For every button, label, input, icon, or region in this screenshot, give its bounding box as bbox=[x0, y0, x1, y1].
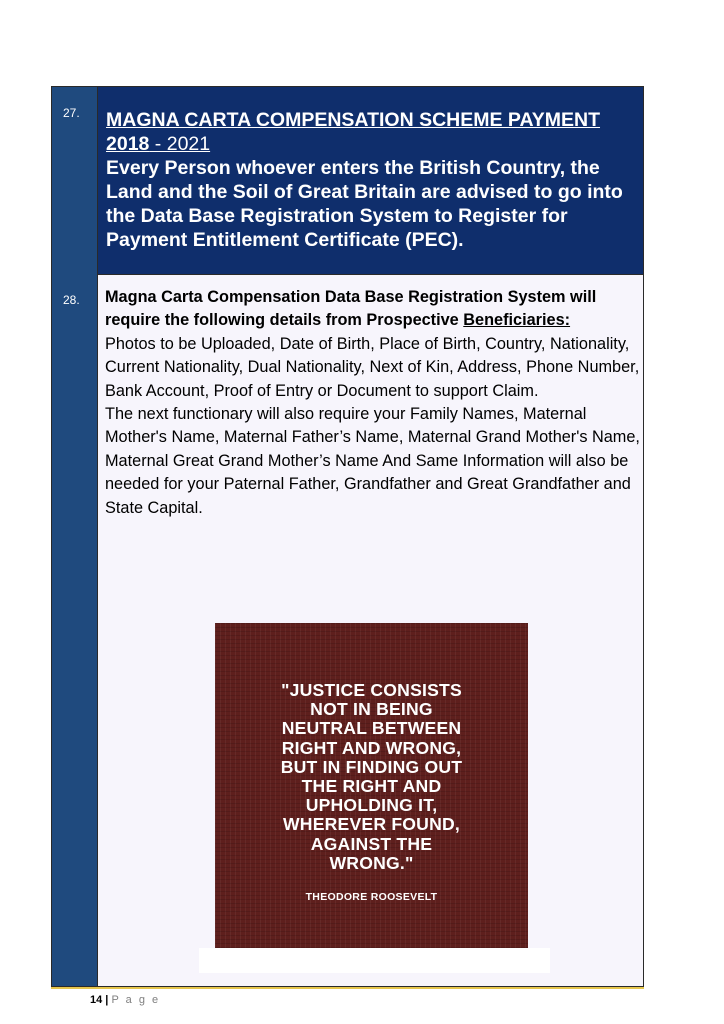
item-number: 27. bbox=[63, 106, 80, 120]
beneficiaries-label: Beneficiaries: bbox=[463, 311, 571, 330]
family-names-paragraph: The next functionary will also require your Family Names, Maternal Mother's Name, Maternal Father’s Name, Maternal Grand Mother's Name, Maternal Great Grand Mother’s Name And Same Information will also be needed for your Paternal Father, Grandfather and Great Grandfather and State Capital. bbox=[105, 405, 640, 517]
registration-intro: Magna Carta Compensation Data Base Registration System will require the following details from Prospective Beneficiaries: bbox=[105, 288, 597, 330]
item-28-content bbox=[105, 286, 645, 520]
scheme-title: MAGNA CARTA COMPENSATION SCHEME PAYMENT 2018 - 2021 bbox=[106, 109, 601, 155]
page-footer bbox=[90, 994, 160, 1006]
number-column bbox=[52, 87, 98, 986]
footer-divider bbox=[51, 987, 644, 989]
image-caption-strip bbox=[199, 948, 550, 973]
quote-image bbox=[215, 623, 528, 948]
quote-author: THEODORE ROOSEVELT bbox=[305, 891, 438, 903]
item-27-content bbox=[106, 108, 646, 252]
page-label: P a g e bbox=[111, 994, 161, 1006]
item-number: 28. bbox=[63, 293, 80, 307]
quote-text: "JUSTICE CONSISTS NOT IN BEING NEUTRAL BETWEEN RIGHT AND WRONG, BUT IN FINDING OUT THE RIGHT AND UPHOLDING IT, WHEREVER FOUND, AGAINST THE WRONG." bbox=[280, 680, 463, 873]
scheme-years: - 2021 bbox=[149, 133, 211, 155]
required-details-paragraph: Photos to be Uploaded, Date of Birth, Place of Birth, Country, Nationality, Current Nationality, Dual Nationality, Next of Kin, Address, Phone Number, Bank Account, Proof of Entry or Document to support Claim. bbox=[105, 334, 640, 400]
scheme-description: Every Person whoever enters the British Country, the Land and the Soil of Great Britain are advised to go into the Data Base Registration System to Register for Payment Entitlement Certificate (PEC). bbox=[106, 157, 623, 251]
footer-separator: | bbox=[102, 994, 112, 1006]
page-number: 14 bbox=[90, 994, 103, 1006]
